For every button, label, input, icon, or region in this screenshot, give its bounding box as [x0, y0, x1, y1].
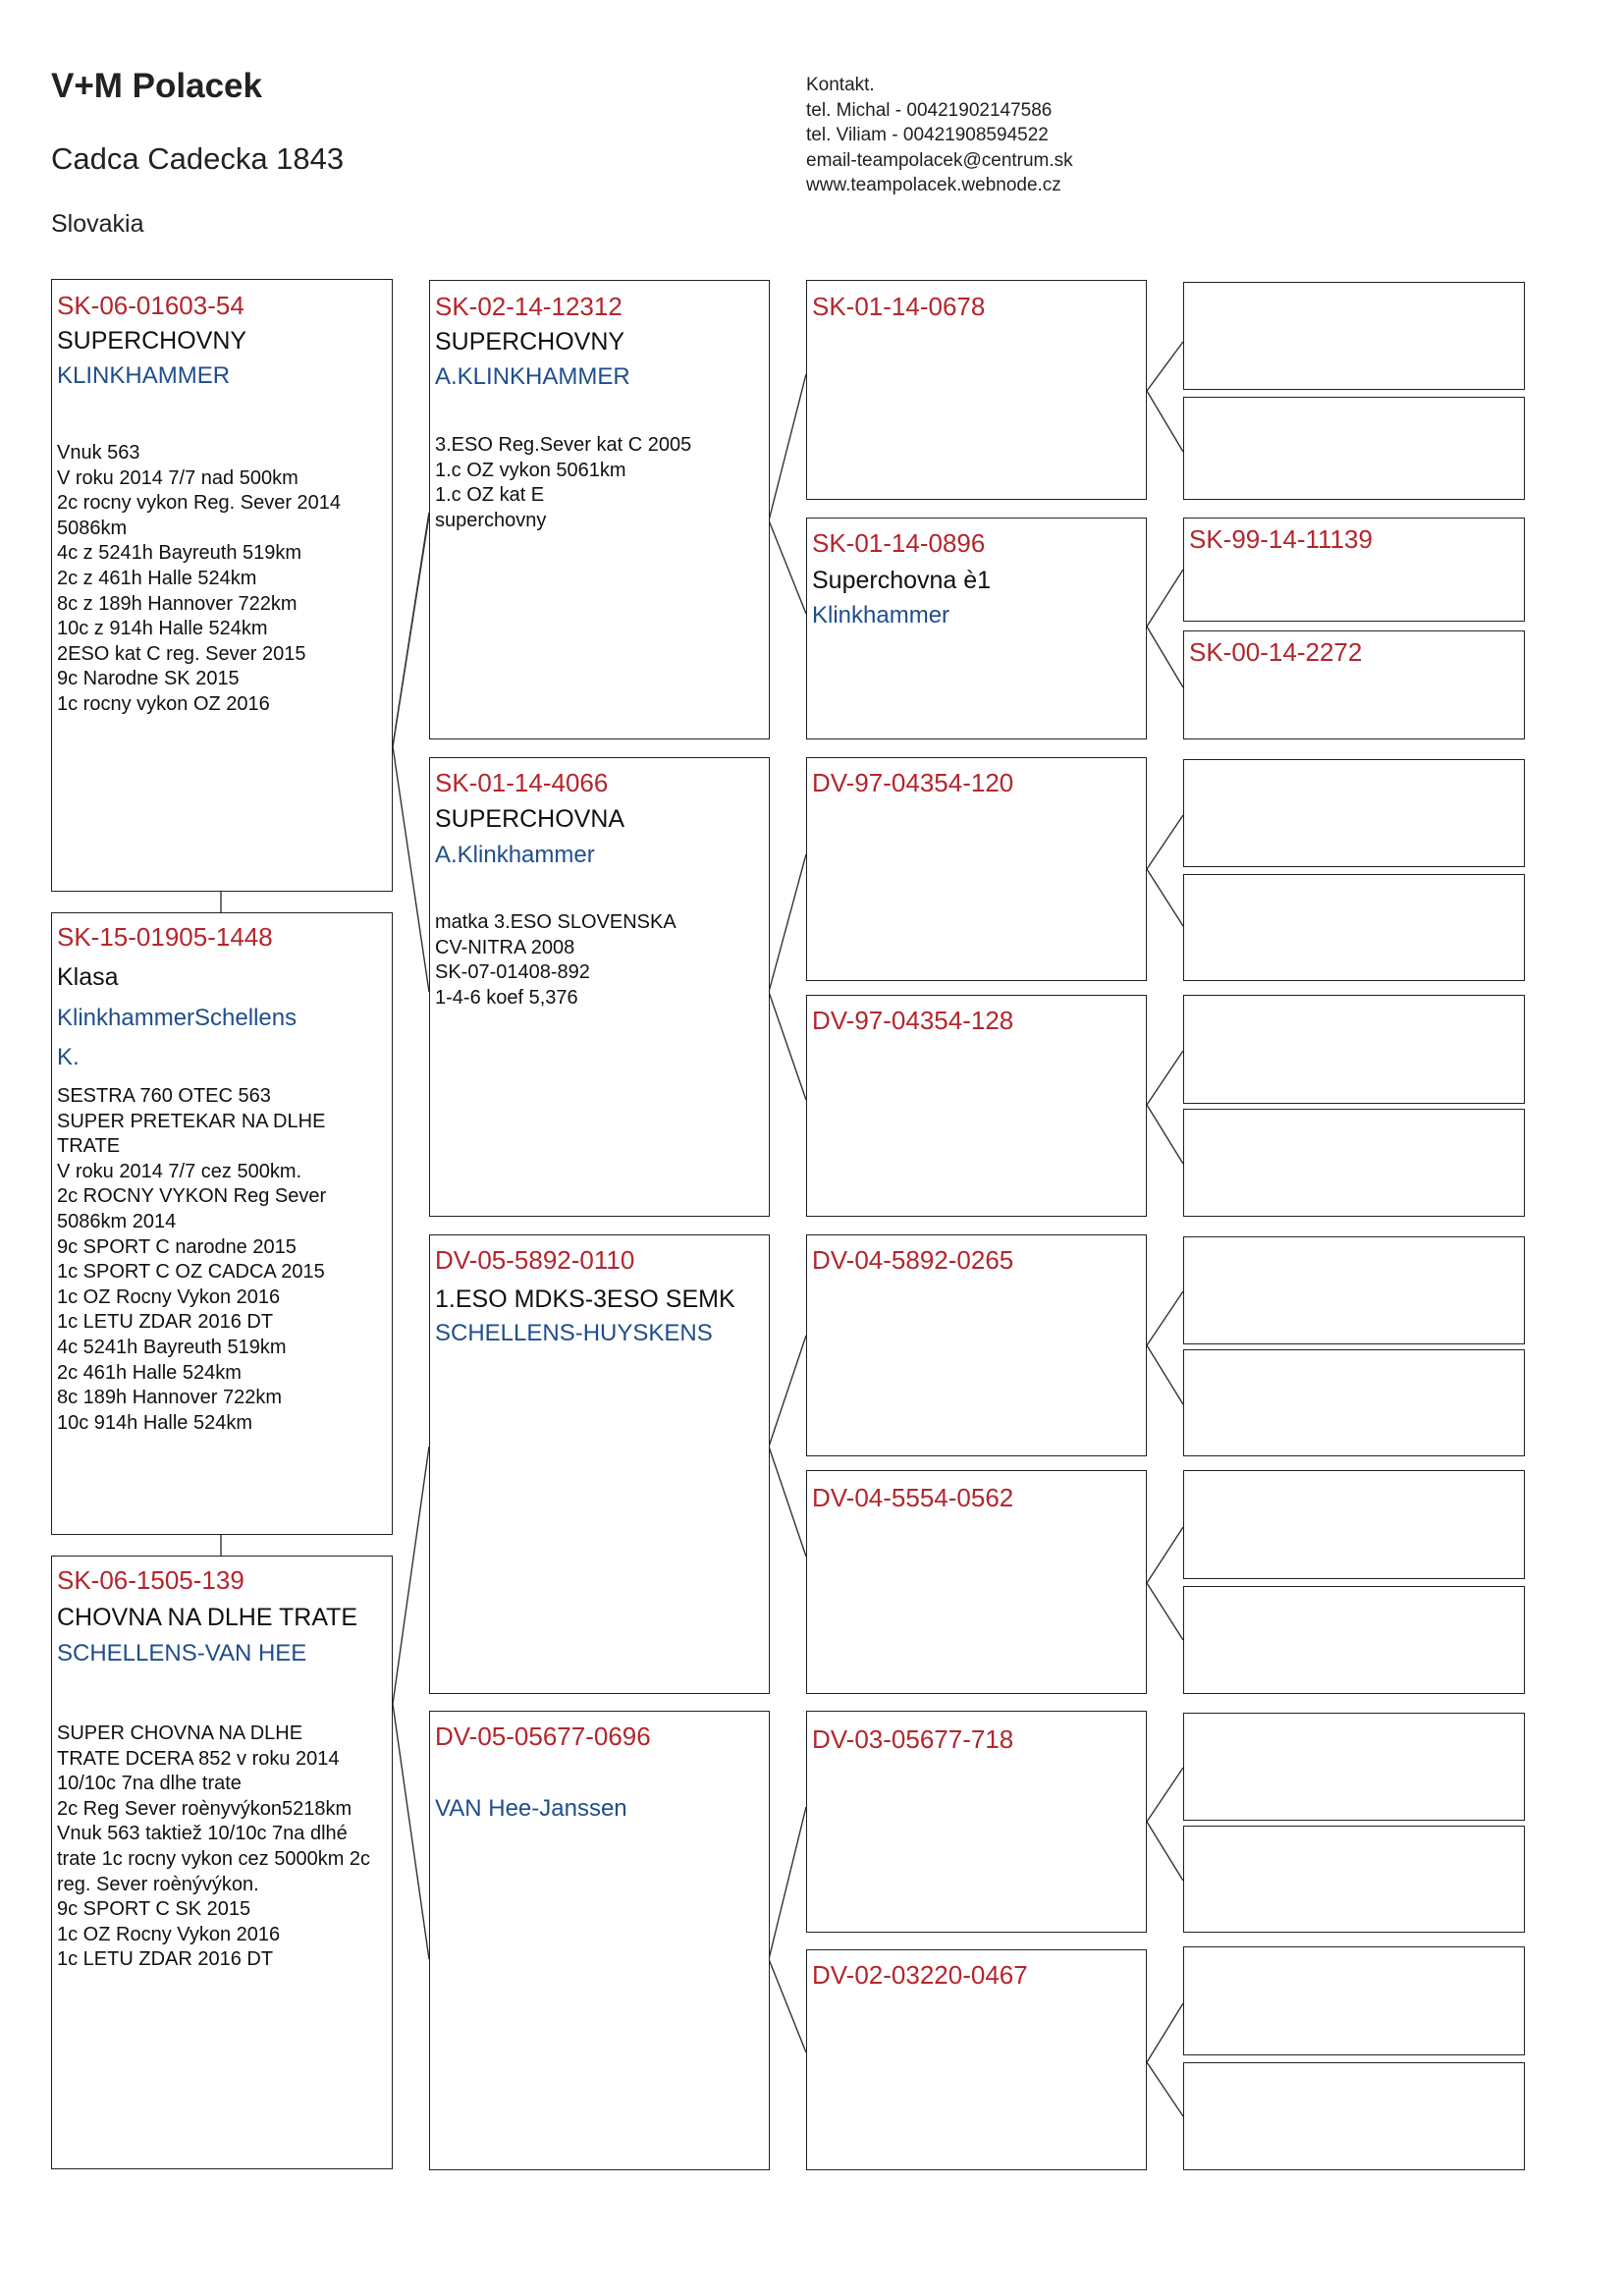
- parent-ring-number: SK-01-14-4066: [435, 768, 609, 797]
- parent-card[interactable]: [429, 280, 770, 739]
- note-line: TRATE DCERA 852 v roku 2014: [57, 1747, 340, 1770]
- breeder-name: V+M Polacek: [51, 67, 262, 105]
- parent-notes: [435, 910, 677, 1011]
- contact-email[interactable]: email-teampolacek@centrum.sk: [806, 149, 1073, 171]
- note-line: SUPER CHOVNA NA DLHE: [57, 1722, 303, 1744]
- note-line: 5086km 2014: [57, 1210, 177, 1232]
- note-line: SESTRA 760 OTEC 563: [57, 1085, 271, 1107]
- great-grandparent-card[interactable]: [1183, 2062, 1525, 2170]
- note-line: 1c OZ Rocny Vykon 2016: [57, 1923, 281, 1945]
- subject-notes: [57, 441, 341, 718]
- grandparent-card[interactable]: [806, 757, 1147, 981]
- great-grandparent-card[interactable]: [1183, 1946, 1525, 2055]
- grandparent-card[interactable]: [806, 1949, 1147, 2170]
- note-line: 1c OZ Rocny Vykon 2016: [57, 1285, 281, 1308]
- note-line: Vnuk 563: [57, 442, 140, 464]
- note-line: 1-4-6 koef 5,376: [435, 986, 578, 1009]
- note-line: 1c LETU ZDAR 2016 DT: [57, 1311, 274, 1334]
- great-grandparent-ring-number: SK-99-14-11139: [1189, 524, 1373, 554]
- grandparent-ring-number: DV-02-03220-0467: [812, 1960, 1028, 1990]
- dam-side-title: CHOVNA NA DLHE TRATE: [57, 1604, 358, 1631]
- breeder-city: Cadca Cadecka 1843: [51, 141, 345, 176]
- parent-breed: VAN Hee-Janssen: [435, 1795, 627, 1822]
- grandparent-ring-number: SK-01-14-0678: [812, 292, 986, 321]
- great-grandparent-card[interactable]: [1183, 518, 1525, 622]
- breeder-country: Slovakia: [51, 210, 144, 238]
- grandparent-ring-number: DV-97-04354-128: [812, 1006, 1014, 1035]
- grandparent-card[interactable]: [806, 1711, 1147, 1933]
- note-line: SUPER PRETEKAR NA DLHE: [57, 1110, 326, 1132]
- great-grandparent-card[interactable]: [1183, 995, 1525, 1104]
- parent-breed: A.KLINKHAMMER: [435, 363, 630, 390]
- note-line: 2c z 461h Halle 524km: [57, 567, 257, 589]
- dam-side-ring-number: SK-06-1505-139: [57, 1565, 244, 1595]
- note-line: matka 3.ESO SLOVENSKA: [435, 911, 677, 933]
- parent-ring-number: DV-05-5892-0110: [435, 1245, 635, 1275]
- contact-label: Kontakt.: [806, 75, 875, 95]
- grandparent-card[interactable]: [806, 1234, 1147, 1456]
- parent-ring-number: DV-05-05677-0696: [435, 1722, 651, 1751]
- great-grandparent-card[interactable]: [1183, 1109, 1525, 1217]
- grandparent-card[interactable]: [806, 1470, 1147, 1694]
- grandparent-ring-number: SK-01-14-0896: [812, 528, 986, 558]
- note-line: trate 1c rocny vykon cez 5000km 2c: [57, 1847, 371, 1870]
- parent-title: SUPERCHOVNY: [435, 328, 625, 355]
- note-line: 1.c OZ vykon 5061km: [435, 459, 626, 481]
- great-grandparent-card[interactable]: [1183, 1826, 1525, 1933]
- note-line: 9c SPORT C narodne 2015: [57, 1235, 297, 1258]
- grandparent-card[interactable]: [806, 518, 1147, 739]
- parent-card[interactable]: [429, 757, 770, 1217]
- great-grandparent-card[interactable]: [1183, 1470, 1525, 1579]
- note-line: Vnuk 563 taktiež 10/10c 7na dlhé: [57, 1823, 348, 1845]
- note-line: 4c 5241h Bayreuth 519km: [57, 1336, 287, 1358]
- great-grandparent-card[interactable]: [1183, 759, 1525, 867]
- great-grandparent-ring-number: SK-00-14-2272: [1189, 637, 1363, 667]
- grandparent-breed: Klinkhammer: [812, 602, 950, 629]
- note-line: 10/10c 7na dlhe trate: [57, 1773, 242, 1795]
- pedigree-mate-card[interactable]: [51, 912, 393, 1535]
- note-line: 10c 914h Halle 524km: [57, 1411, 253, 1434]
- contact-website[interactable]: www.teampolacek.webnode.cz: [806, 175, 1061, 195]
- mate-title: Klasa: [57, 963, 119, 991]
- note-line: 2c 461h Halle 524km: [57, 1361, 242, 1384]
- grandparent-card[interactable]: [806, 995, 1147, 1217]
- note-line: 1c rocny vykon OZ 2016: [57, 692, 270, 715]
- note-line: 3.ESO Reg.Sever kat C 2005: [435, 434, 692, 456]
- parent-breed: A.Klinkhammer: [435, 842, 595, 868]
- grandparent-ring-number: DV-03-05677-718: [812, 1724, 1014, 1754]
- dam-side-breed: SCHELLENS-VAN HEE: [57, 1640, 307, 1667]
- note-line: 1c LETU ZDAR 2016 DT: [57, 1948, 274, 1971]
- contact-phone-michal: tel. Michal - 00421902147586: [806, 99, 1053, 121]
- grandparent-ring-number: DV-97-04354-120: [812, 768, 1014, 797]
- parent-notes: [435, 433, 691, 533]
- great-grandparent-card[interactable]: [1183, 1586, 1525, 1694]
- great-grandparent-card[interactable]: [1183, 1236, 1525, 1344]
- parent-card[interactable]: [429, 1711, 770, 2170]
- note-line: 5086km: [57, 517, 128, 539]
- note-line: 2c Reg Sever roènyvýkon5218km: [57, 1797, 352, 1820]
- pedigree-dam-side-card[interactable]: [51, 1556, 393, 2169]
- note-line: CV-NITRA 2008: [435, 936, 575, 958]
- grandparent-card[interactable]: [806, 280, 1147, 500]
- note-line: 9c SPORT C SK 2015: [57, 1898, 251, 1921]
- note-line: 1c SPORT C OZ CADCA 2015: [57, 1261, 325, 1284]
- mate-ring-number: SK-15-01905-1448: [57, 922, 273, 952]
- great-grandparent-card[interactable]: [1183, 282, 1525, 390]
- subject-ring-number: SK-06-01603-54: [57, 291, 244, 320]
- parent-title: SUPERCHOVNA: [435, 805, 625, 833]
- note-line: V roku 2014 7/7 nad 500km: [57, 466, 298, 489]
- note-line: 2c rocny vykon Reg. Sever 2014: [57, 492, 342, 515]
- pedigree-subject-card[interactable]: [51, 279, 393, 892]
- note-line: 4c z 5241h Bayreuth 519km: [57, 542, 302, 565]
- great-grandparent-card[interactable]: [1183, 630, 1525, 739]
- parent-ring-number: SK-02-14-12312: [435, 292, 623, 321]
- parent-breed: SCHELLENS-HUYSKENS: [435, 1320, 713, 1346]
- note-line: 2ESO kat C reg. Sever 2015: [57, 642, 306, 665]
- grandparent-ring-number: DV-04-5554-0562: [812, 1483, 1014, 1512]
- contact-phone-viliam: tel. Viliam - 00421908594522: [806, 125, 1049, 145]
- parent-title: 1.ESO MDKS-3ESO SEMK: [435, 1285, 735, 1313]
- note-line: 8c z 189h Hannover 722km: [57, 592, 298, 615]
- subject-title: SUPERCHOVNY: [57, 327, 247, 355]
- mate-breed-line2: K.: [57, 1044, 80, 1070]
- grandparent-ring-number: DV-04-5892-0265: [812, 1245, 1014, 1275]
- note-line: 9c Narodne SK 2015: [57, 668, 240, 690]
- note-line: 1.c OZ kat E: [435, 484, 545, 507]
- note-line: SK-07-01408-892: [435, 961, 590, 984]
- dam-side-notes: [57, 1722, 370, 1973]
- note-line: superchovny: [435, 509, 547, 531]
- great-grandparent-card[interactable]: [1183, 874, 1525, 981]
- grandparent-title: Superchovna è1: [812, 567, 992, 594]
- note-line: 8c 189h Hannover 722km: [57, 1387, 283, 1409]
- great-grandparent-card[interactable]: [1183, 1349, 1525, 1456]
- great-grandparent-card[interactable]: [1183, 1713, 1525, 1821]
- subject-breed: KLINKHAMMER: [57, 362, 231, 389]
- note-line: V roku 2014 7/7 cez 500km.: [57, 1160, 302, 1182]
- note-line: reg. Sever roènývýkon.: [57, 1873, 259, 1895]
- note-line: 10c z 914h Halle 524km: [57, 618, 268, 640]
- note-line: 2c ROCNY VYKON Reg Sever: [57, 1185, 327, 1208]
- great-grandparent-card[interactable]: [1183, 397, 1525, 500]
- mate-notes: [57, 1084, 326, 1436]
- parent-card[interactable]: [429, 1234, 770, 1694]
- note-line: TRATE: [57, 1135, 121, 1158]
- mate-breed: KlinkhammerSchellens: [57, 1005, 298, 1031]
